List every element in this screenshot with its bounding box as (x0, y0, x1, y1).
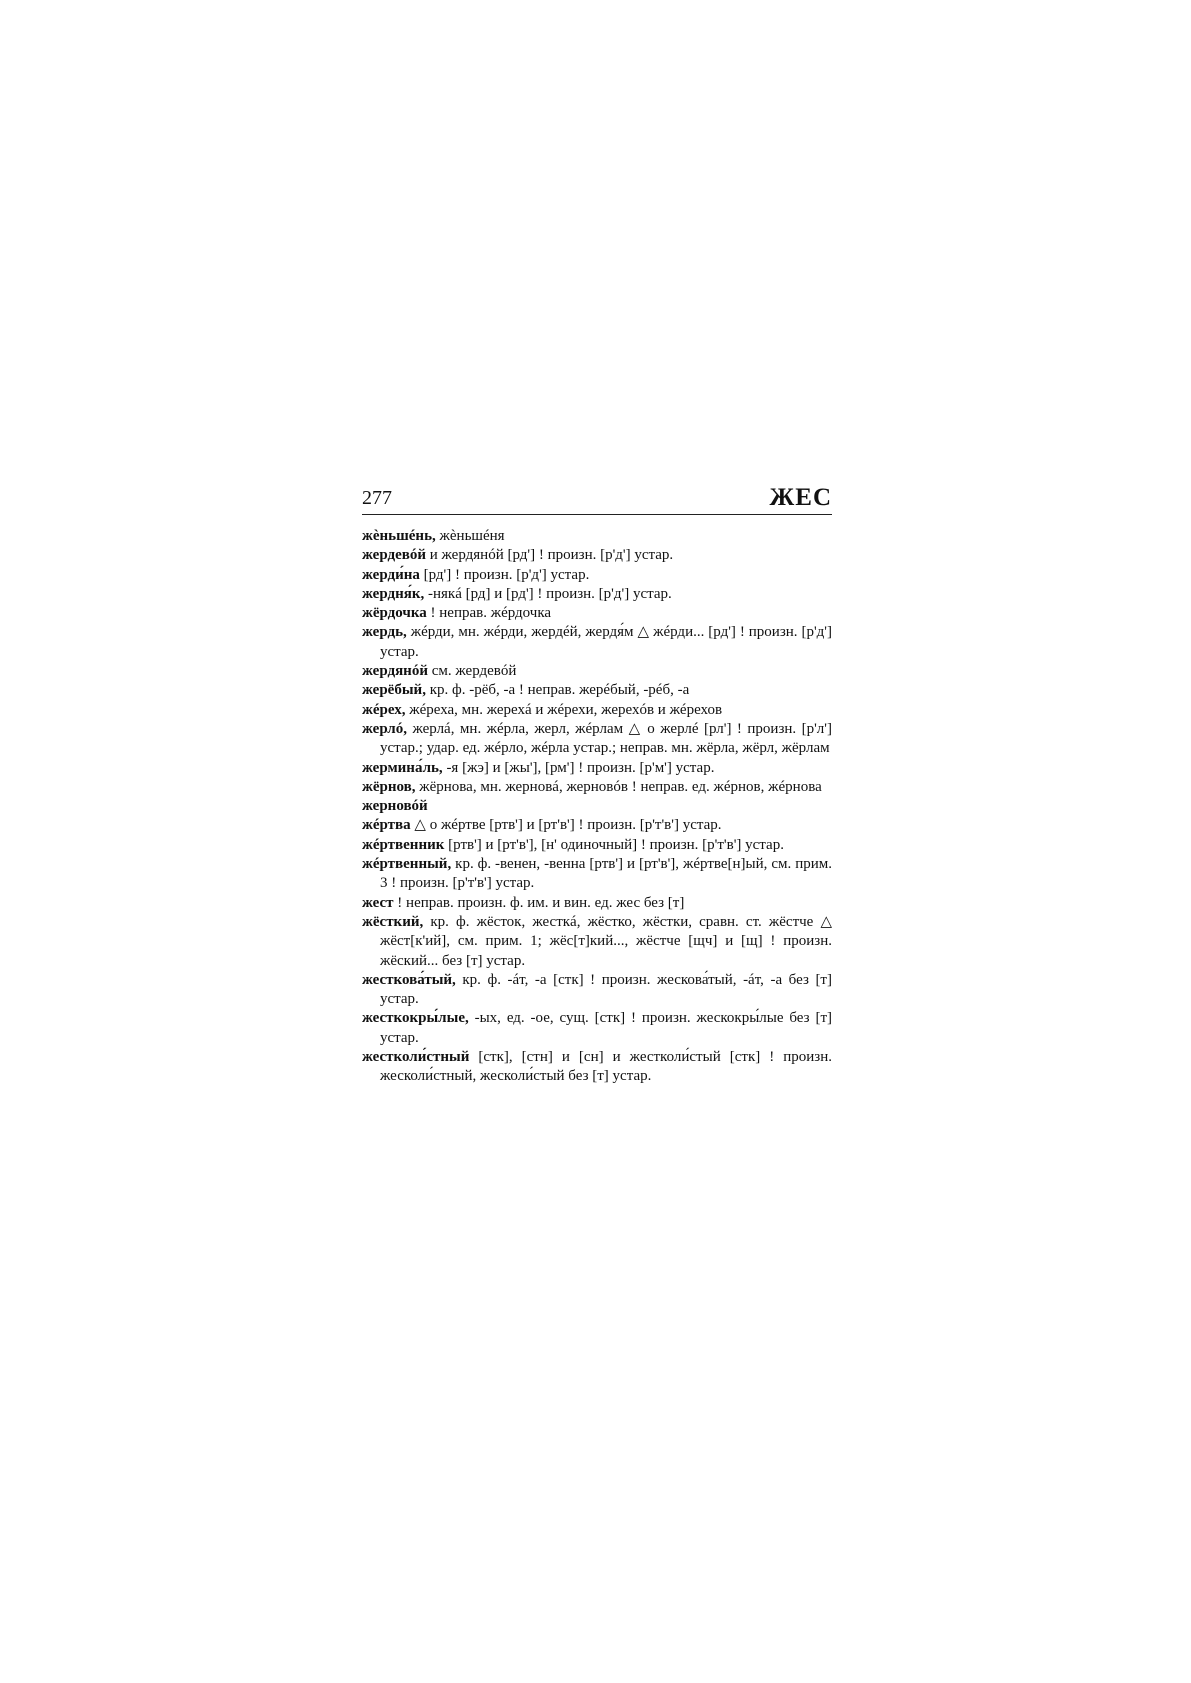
entry-text: жерлá, мн. жéрла, жерл, жéрлам △ о жерлé [рл'] ! произн. [р'л'] устар.; удар. ед. жéрло, жéрла устар.; неправ. мн. жёрла, жёрл, жёрлам (380, 720, 832, 757)
entry-headword: жердянóй (362, 663, 428, 680)
entry-headword: жердевóй (362, 547, 426, 564)
entry-text: -я [жэ] и [жы'], [рм'] ! произн. [р'м'] устар. (442, 759, 715, 776)
dictionary-entry (362, 816, 832, 835)
dictionary-page (362, 480, 832, 1087)
dictionary-entry (362, 662, 832, 681)
entry-text: кр. ф. -áт, -а [стк] ! произн. жескова́тый, -áт, -а без [т] устар. (380, 971, 832, 1008)
entry-headword: жерновóй (362, 798, 428, 815)
dictionary-entry (362, 836, 832, 855)
entry-headword: жёсткий, (362, 913, 424, 930)
dictionary-entry (362, 913, 832, 971)
entry-headword: жесткова́тый, (362, 971, 456, 988)
entry-headword: жерлó, (362, 720, 407, 737)
entry-text: ! неправ. жéрдочка (426, 605, 552, 622)
dictionary-entry (362, 546, 832, 565)
dictionary-entry (362, 1048, 832, 1087)
entry-text: кр. ф. -рёб, -а ! неправ. жерéбый, -рéб, -а (425, 682, 690, 699)
dictionary-entry (362, 894, 832, 913)
entry-headword: жестколи́стный (362, 1049, 470, 1066)
entry-headword: жерди́на (362, 566, 420, 583)
entry-list (362, 527, 832, 1087)
entry-headword: жёрнов, (362, 778, 416, 795)
dictionary-entry (362, 1009, 832, 1048)
entry-headword: жéртвенный, (362, 856, 452, 873)
entry-text: см. жердевóй (427, 663, 517, 680)
entry-headword: жермина́ль, (362, 759, 443, 776)
dictionary-entry (362, 585, 832, 604)
running-header (362, 480, 832, 515)
entry-text: жёрнова, мн. жерновá, жерновóв ! неправ. ед. жéрнов, жéрнова (415, 778, 822, 795)
entry-headword: жéртвенник (362, 836, 445, 853)
entry-text: кр. ф. жёсток, жесткá, жёстко, жёстки, сравн. ст. жёстче △ жёст[к'ий], см. прим. 1; жёс[т]кий..., жёстче [щч] и [щ] ! произн. жёский... без [т] устар. (380, 913, 832, 969)
entry-headword: жерёбый, (362, 682, 426, 699)
entry-text: [ртв'] и [рт'в'], [н' одиночный] ! произн. [р'т'в'] устар. (444, 836, 784, 853)
entry-text: -ых, ед. -ое, сущ. [стк] ! произн. жескокры́лые без [т] устар. (380, 1010, 832, 1046)
entry-text: жéрди, мн. жéрди, жердéй, жердя́м △ жéрди... [рд'] ! произн. [р'д'] устар. (380, 624, 832, 660)
entry-text: [стк], [стн] и [сн] и жестколи́стый [стк] ! произн. жесколи́стный, жесколи́стый без [т] устар. (380, 1049, 832, 1085)
entry-headword: жесткокры́лые, (362, 1010, 469, 1027)
dictionary-entry (362, 855, 832, 894)
dictionary-entry (362, 566, 832, 585)
entry-text: кр. ф. -венен, -венна [ртв'] и [рт'в'], жéртве[н]ый, см. прим. 3 ! произн. [р'т'в'] устар. (380, 856, 832, 892)
entry-headword: жéртва (362, 817, 411, 834)
entry-headword: жѐньшéнь, (362, 528, 436, 544)
entry-headword: жердь, (362, 624, 407, 641)
dictionary-entry (362, 681, 832, 700)
dictionary-entry (362, 720, 832, 759)
dictionary-entry (362, 971, 832, 1010)
guide-word: ЖЕС (769, 484, 832, 511)
dictionary-entry (362, 778, 832, 797)
dictionary-entry (362, 701, 832, 720)
entry-text: △ о жéртве [ртв'] и [рт'в'] ! произн. [р'т'в'] устар. (410, 817, 722, 834)
entry-headword: жердня́к, (362, 585, 425, 602)
entry-text: жéреха, мн. жерехá и жéрехи, жерехóв и жéрехов (405, 701, 723, 718)
entry-text: ! неправ. произн. ф. им. и вин. ед. жес без [т] (393, 894, 685, 911)
entry-text: и жердянóй [рд'] ! произн. [р'д'] устар. (425, 547, 674, 564)
dictionary-entry (362, 759, 832, 778)
entry-headword: жéрех, (362, 701, 406, 718)
entry-headword: жёрдочка (362, 605, 427, 622)
dictionary-entry (362, 623, 832, 662)
entry-text: жѐньшéня (435, 528, 505, 544)
page-number: 277 (362, 487, 392, 509)
entry-text: [рд'] ! произн. [р'д'] устар. (419, 566, 590, 583)
dictionary-entry (362, 527, 832, 546)
dictionary-entry (362, 797, 832, 816)
dictionary-entry (362, 604, 832, 623)
entry-headword: жест (362, 894, 394, 911)
entry-text: -някá [рд] и [рд'] ! произн. [р'д'] устар. (424, 585, 672, 602)
